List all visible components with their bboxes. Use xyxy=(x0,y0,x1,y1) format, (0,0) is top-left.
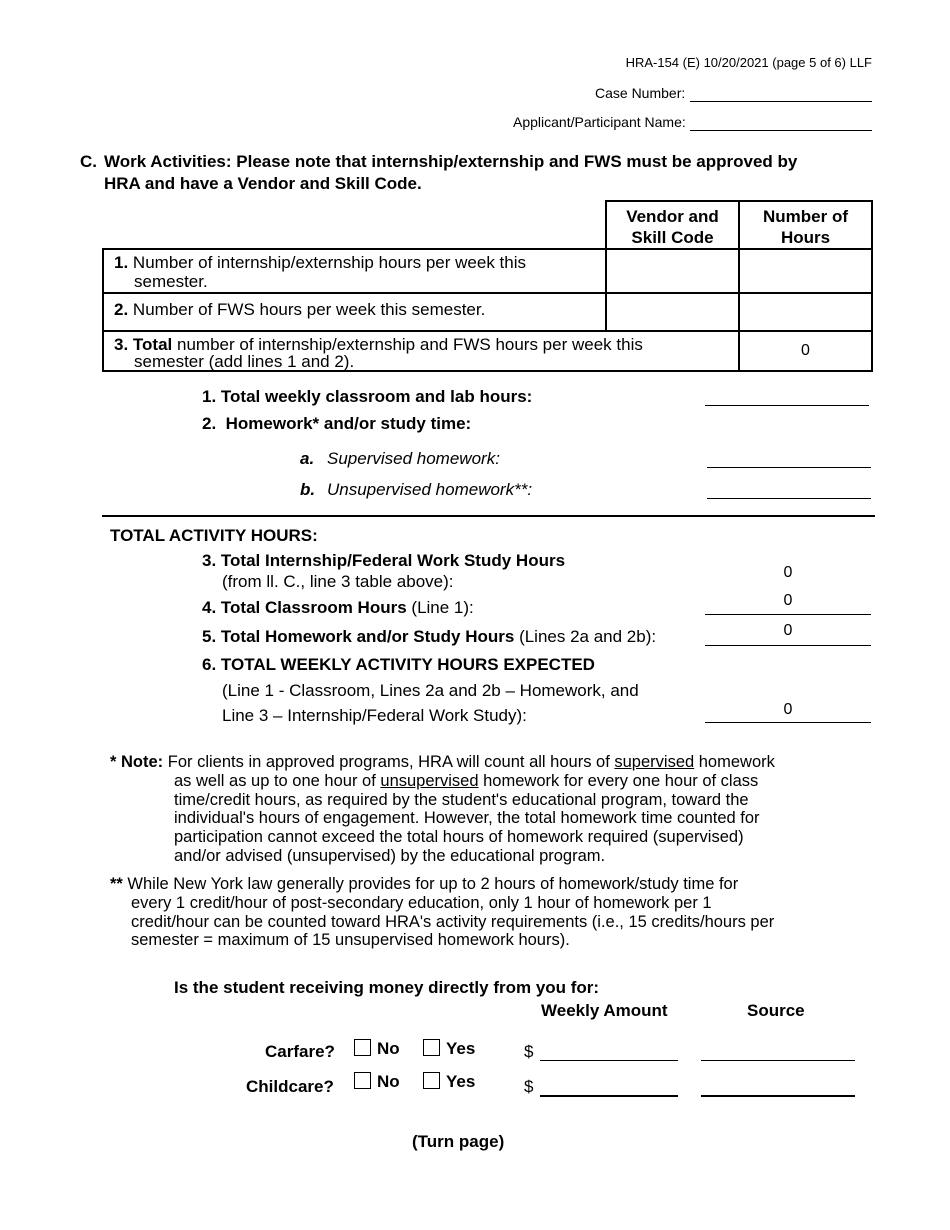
total-homework-hours-label: 5. Total Homework and/or Study Hours (Lines 2a and 2b): xyxy=(202,627,657,646)
number-of-hours-header: Number of Hours xyxy=(739,201,872,249)
total-weekly-activity-sub2: Line 3 – Internship/Federal Work Study): xyxy=(222,706,527,725)
total-classroom-hours-label: 4. Total Classroom Hours (Line 1): xyxy=(202,598,474,617)
table-row xyxy=(103,249,872,293)
unsupervised-letter: b. xyxy=(300,480,316,499)
form-id: HRA-154 (E) 10/20/2021 (page 5 of 6) LLF xyxy=(625,55,872,70)
total-weekly-activity-value: 0 xyxy=(783,701,793,718)
total-weekly-activity-label: 6. TOTAL WEEKLY ACTIVITY HOURS EXPECTED xyxy=(202,655,595,674)
note-supervised-homework: * Note: For clients in approved programs, HRA will count all hours of supervised homework as well as up to one hour of unsupervised homework for every one hour of class time/credit hours, as required by the student's educational program, toward the individual's hours of engagement. However, the total homework time counted for participation cannot exceed the total hours of homework required (supervised) and/or advised (unsupervised) by the educational program. xyxy=(110,753,775,865)
total-homework-hours-value: 0 xyxy=(783,622,793,639)
work-activities-table xyxy=(102,200,873,372)
table-row xyxy=(103,331,872,371)
carfare-no-checkbox[interactable] xyxy=(354,1039,371,1056)
note-new-york-law: ** While New York law generally provides for up to 2 hours of homework/study time for every 1 credit/hour of post-secondary education, only 1 hour of homework per 1 credit/hour can be counted toward HRA's activity requirements (i.e., 15 credits/hours per semester = maximum of 15 unsupervised homework hours). xyxy=(110,875,775,950)
row-1-hours-cell[interactable] xyxy=(739,249,872,293)
childcare-currency: $ xyxy=(524,1077,534,1096)
unsupervised-homework-label: Unsupervised homework**: xyxy=(327,480,533,499)
childcare-weekly-amount-field[interactable] xyxy=(540,1095,678,1097)
turn-page-note: (Turn page) xyxy=(412,1132,505,1151)
row-1-vendor-cell[interactable] xyxy=(606,249,739,293)
case-number-field[interactable] xyxy=(690,101,872,102)
carfare-weekly-amount-field[interactable] xyxy=(540,1060,678,1061)
source-header: Source xyxy=(747,1001,805,1020)
childcare-yes-checkbox[interactable] xyxy=(423,1072,440,1089)
row-2-label: 2. Number of FWS hours per week this semester. xyxy=(103,293,606,331)
section-divider xyxy=(102,515,875,517)
total-weekly-activity-line xyxy=(705,722,871,723)
childcare-source-field[interactable] xyxy=(701,1095,855,1097)
total-internship-fws-label: 3. Total Internship/Federal Work Study Hours xyxy=(202,551,566,570)
row-2-hours-cell[interactable] xyxy=(739,293,872,331)
homework-study-time-label: 2. Homework* and/or study time: xyxy=(202,414,472,433)
childcare-label: Childcare? xyxy=(246,1077,334,1096)
row-3-label: 3. Total number of internship/externship and FWS hours per week this semester (add lines 1 and 2). xyxy=(103,331,739,371)
money-question: Is the student receiving money directly from you for: xyxy=(174,978,600,997)
section-c-letter: C. xyxy=(80,152,97,171)
total-internship-fws-value: 0 xyxy=(783,564,793,581)
row-1-label: 1. Number of internship/externship hours per week this semester. xyxy=(103,249,606,293)
unsupervised-homework-field[interactable] xyxy=(707,498,871,499)
supervised-letter: a. xyxy=(300,449,315,468)
total-weekly-activity-sub1: (Line 1 - Classroom, Lines 2a and 2b – Homework, and xyxy=(222,681,639,700)
row-2-vendor-cell[interactable] xyxy=(606,293,739,331)
supervised-homework-label: Supervised homework: xyxy=(327,449,500,468)
childcare-no-checkbox[interactable] xyxy=(354,1072,371,1089)
classroom-lab-hours-label: 1. Total weekly classroom and lab hours: xyxy=(202,387,533,406)
childcare-no-option[interactable]: No xyxy=(354,1072,400,1092)
carfare-yes-checkbox[interactable] xyxy=(423,1039,440,1056)
supervised-homework-field[interactable] xyxy=(707,467,871,468)
total-classroom-hours-line xyxy=(705,614,871,615)
classroom-lab-hours-field[interactable] xyxy=(705,405,869,406)
childcare-yes-option[interactable]: Yes xyxy=(423,1072,475,1092)
table-row xyxy=(103,293,872,331)
carfare-yes-option[interactable]: Yes xyxy=(423,1039,475,1059)
total-activity-hours-heading: TOTAL ACTIVITY HOURS: xyxy=(110,526,318,545)
vendor-skill-code-header: Vendor and Skill Code xyxy=(606,201,739,249)
row-3-hours-cell: 0 xyxy=(739,331,872,371)
applicant-name-label: Applicant/Participant Name: xyxy=(513,114,686,130)
applicant-name-field[interactable] xyxy=(690,130,872,131)
carfare-source-field[interactable] xyxy=(701,1060,855,1061)
total-internship-fws-sub: (from ll. C., line 3 table above): xyxy=(222,572,454,591)
section-c-title-line2: HRA and have a Vendor and Skill Code. xyxy=(104,174,422,193)
carfare-label: Carfare? xyxy=(265,1042,335,1061)
section-c-title: Work Activities: Please note that internship/externship and FWS must be approved by xyxy=(104,152,798,171)
carfare-currency: $ xyxy=(524,1042,534,1061)
carfare-no-option[interactable]: No xyxy=(354,1039,400,1059)
case-number-label: Case Number: xyxy=(595,85,686,101)
total-homework-hours-line xyxy=(705,645,871,646)
total-classroom-hours-value: 0 xyxy=(783,592,793,609)
weekly-amount-header: Weekly Amount xyxy=(541,1001,668,1020)
